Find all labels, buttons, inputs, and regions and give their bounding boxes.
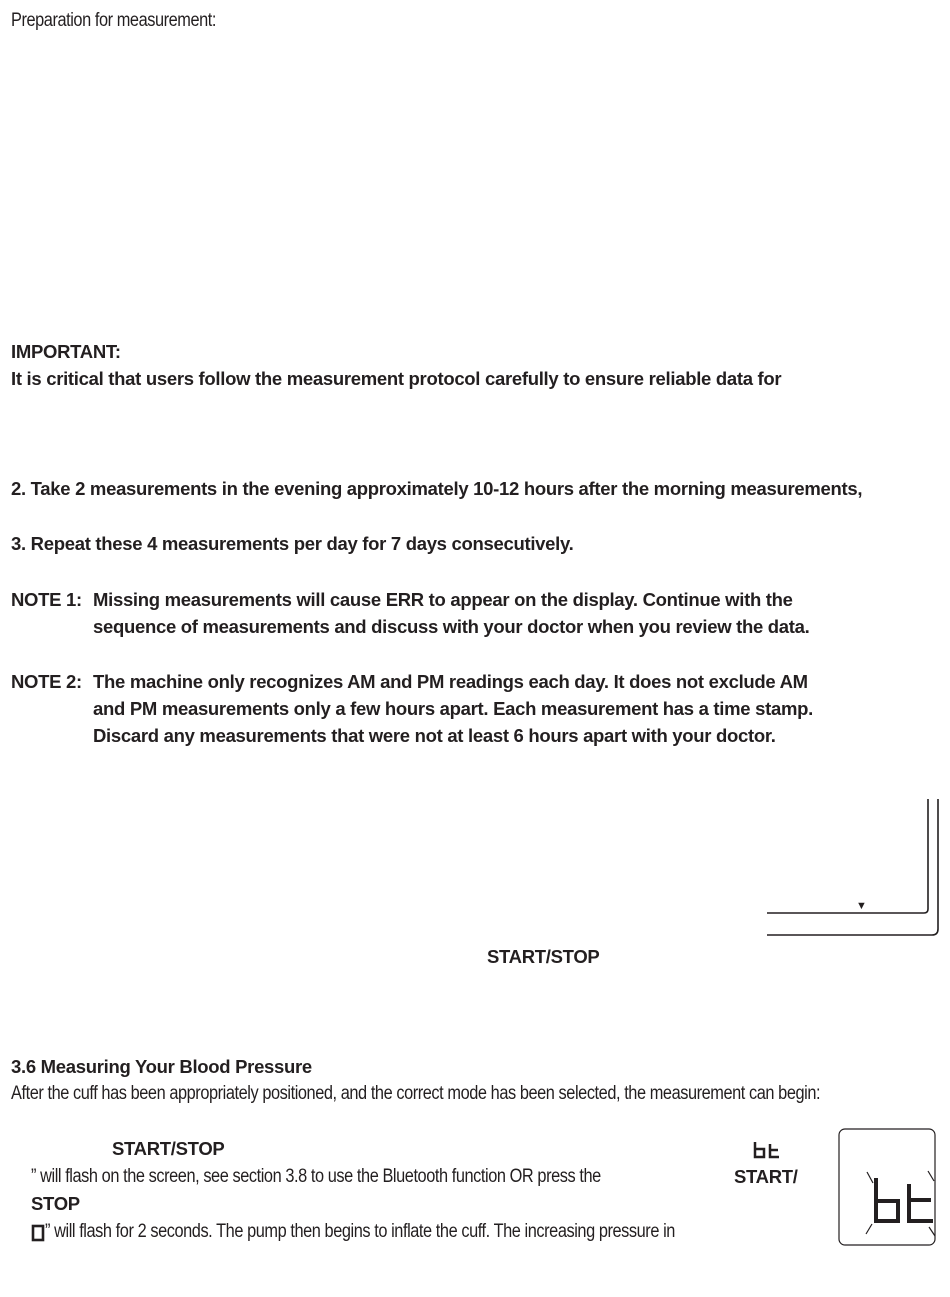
zero-display-glyph (31, 1224, 45, 1242)
note-2-label: NOTE 2: (11, 671, 82, 692)
important-label: IMPORTANT: (11, 341, 121, 362)
preparation-heading: Preparation for measurement: (11, 10, 217, 31)
instruction-line-4 (45, 1221, 778, 1243)
note-2-line-2: and PM measurements only a few hours apart. Each measurement has a time stamp. (93, 698, 813, 719)
note-2-line-3: Discard any measurements that were not at least 6 hours apart with your doctor. (93, 725, 776, 746)
important-text: It is critical that users follow the measurement protocol carefully to ensure reliable data for (11, 368, 782, 389)
start-stop-label: START/STOP (487, 946, 600, 967)
device-outline (760, 795, 945, 940)
lcd-screen (836, 1126, 938, 1248)
note-1-label: NOTE 1: (11, 589, 82, 610)
note-1-line-1: Missing measurements will cause ERR to appear on the display. Continue with the (93, 589, 793, 610)
step-2: 2. Take 2 measurements in the evening approximately 10-12 hours after the morning measurements, (11, 478, 863, 499)
start-bold-text: START/ (734, 1166, 798, 1187)
instruction-line-4-text: ” will flash for 2 seconds. The pump then begins to inflate the cuff. The increasing pressure in (45, 1221, 675, 1242)
instruction-line-2-text: ” will flash on the screen, see section 3.8 to use the Bluetooth function OR press the (31, 1166, 601, 1187)
note-1-line-2: sequence of measurements and discuss with your doctor when you review the data. (93, 616, 810, 637)
start-stop-instruction: START/STOP (112, 1138, 225, 1159)
step-3: 3. Repeat these 4 measurements per day for 7 days consecutively. (11, 533, 574, 554)
instruction-line-2 (31, 1166, 694, 1188)
note-2-line-1: The machine only recognizes AM and PM readings each day. It does not exclude AM (93, 671, 808, 692)
section-intro: After the cuff has been appropriately positioned, and the correct mode has been selected, the measurement can begin: (11, 1083, 821, 1104)
bt-display-glyph (752, 1140, 782, 1160)
stop-bold-text: STOP (31, 1193, 80, 1214)
arrow-down-icon: ▼ (856, 900, 867, 912)
section-title: 3.6 Measuring Your Blood Pressure (11, 1056, 312, 1077)
